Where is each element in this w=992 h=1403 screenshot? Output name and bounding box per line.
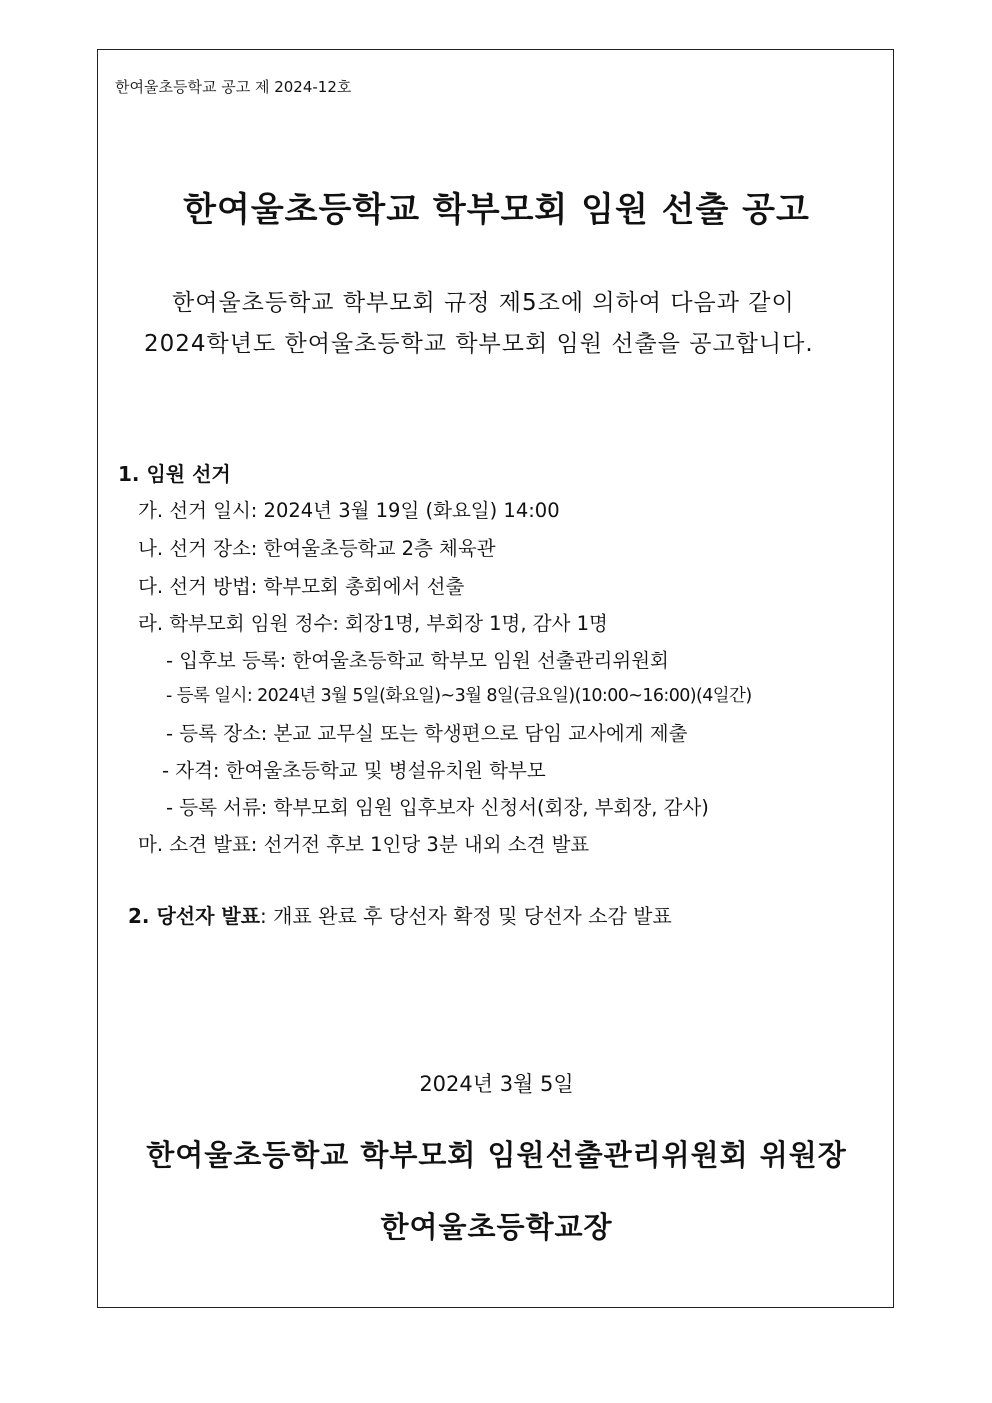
section1-heading: 1. 임원 선거 [118, 462, 231, 486]
section1-item-ma: 마. 소견 발표: 선거전 후보 1인당 3분 내외 소견 발표 [138, 833, 590, 856]
subitem-candidate-registration: - 입후보 등록: 한여울초등학교 학부모 임원 선출관리위원회 [166, 649, 669, 672]
section1-item-na: 나. 선거 장소: 한여울초등학교 2층 체육관 [138, 537, 496, 560]
section1-item-ga: 가. 선거 일시: 2024년 3월 19일 (화요일) 14:00 [138, 499, 560, 522]
document-frame [97, 49, 894, 1308]
subitem-registration-period: - 등록 일시: 2024년 3월 5일(화요일)~3월 8일(금요일)(10:00~16:00)(4일간) [166, 686, 752, 706]
section2 [128, 900, 672, 929]
page-title: 한여울초등학교 학부모회 임원 선출 공고 [183, 190, 810, 230]
subitem-qualification: - 자격: 한여울초등학교 및 병설유치원 학부모 [162, 759, 546, 782]
section1-item-da: 다. 선거 방법: 학부모회 총회에서 선출 [138, 575, 465, 598]
notice-date: 2024년 3월 5일 [419, 1072, 574, 1096]
subitem-registration-documents: - 등록 서류: 학부모회 임원 입후보자 신청서(회장, 부회장, 감사) [166, 796, 709, 819]
signature-chair: 한여울초등학교 학부모회 임원선출관리위원회 위원장 [146, 1138, 847, 1172]
signature-principal: 한여울초등학교장 [380, 1210, 613, 1244]
section1-item-ra: 라. 학부모회 임원 정수: 회장1명, 부회장 1명, 감사 1명 [138, 612, 608, 635]
intro-line-2: 2024학년도 한여울초등학교 학부모회 임원 선출을 공고합니다. [144, 331, 814, 357]
intro-line-1: 한여울초등학교 학부모회 규정 제5조에 의하여 다음과 같이 [172, 290, 795, 316]
subitem-registration-place: - 등록 장소: 본교 교무실 또는 학생편으로 담임 교사에게 제출 [166, 722, 688, 745]
section2-heading: 2. 당선자 발표 [128, 904, 261, 928]
doc-number: 한여울초등학교 공고 제 2024-12호 [115, 78, 352, 96]
section2-text: : 개표 완료 후 당선자 확정 및 당선자 소감 발표 [260, 904, 672, 928]
